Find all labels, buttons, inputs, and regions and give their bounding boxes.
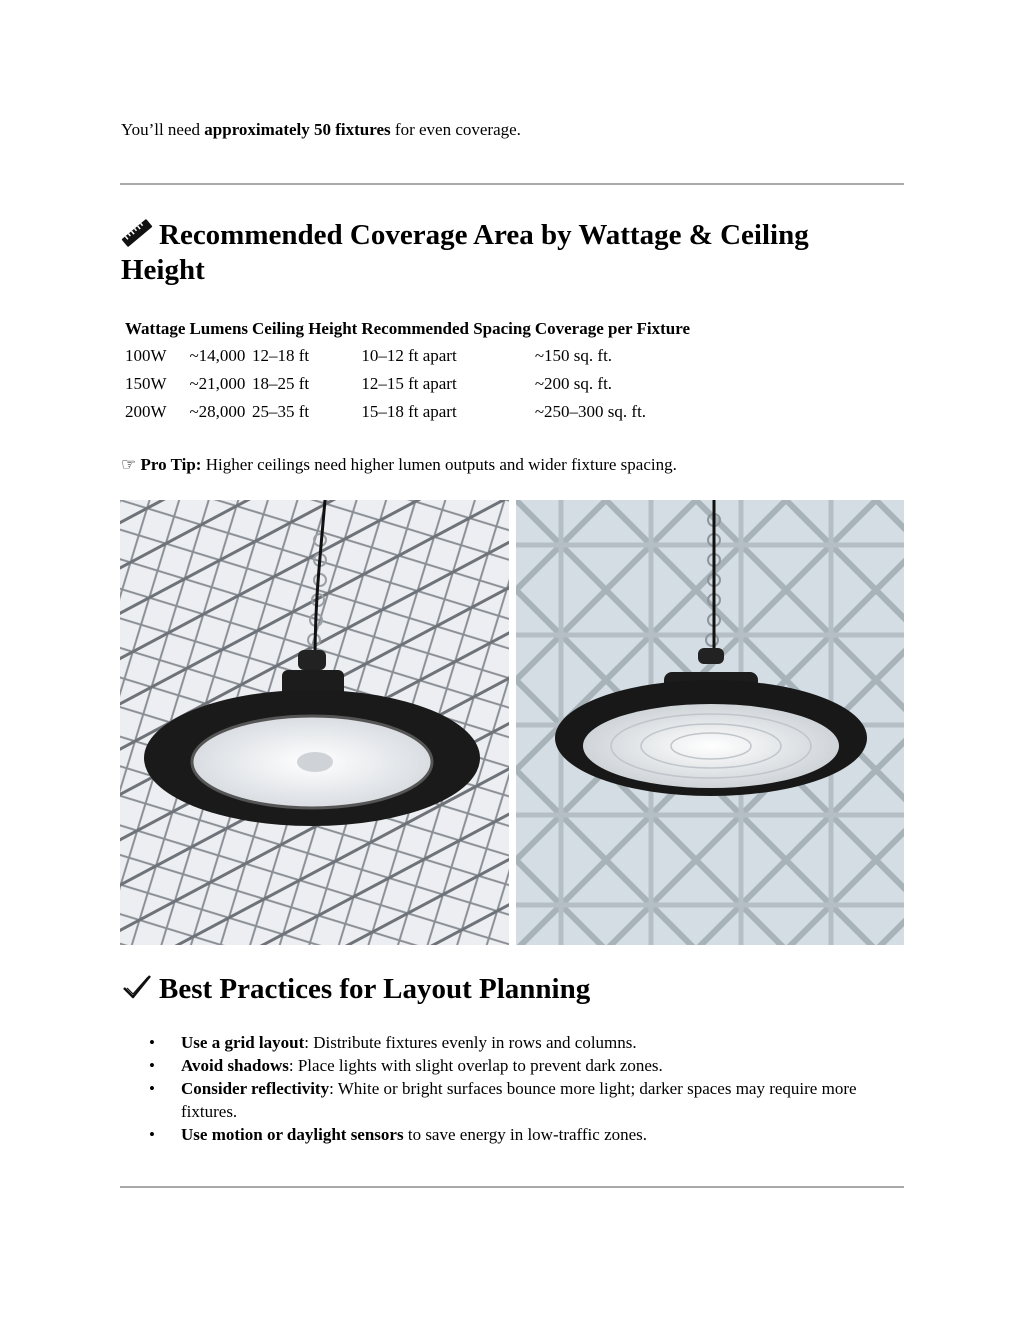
- cell-ceiling-height: 25–35 ft: [252, 402, 310, 421]
- intro-paragraph: [121, 120, 521, 140]
- coverage-table: [121, 315, 694, 427]
- cell-lumens: ~21,000: [189, 374, 246, 393]
- intro-bold: approximately 50 fixtures: [204, 120, 391, 139]
- led-high-bay-light-photo: [516, 500, 904, 945]
- list-item-bold: Use a grid layout: [181, 1033, 305, 1052]
- cell-lumens: ~14,000: [189, 346, 246, 365]
- header-wattage: Wattage: [125, 319, 186, 338]
- header-ceiling-height: Ceiling Height: [252, 319, 358, 338]
- coverage-heading: [121, 218, 881, 288]
- cell-coverage: ~250–300 sq. ft.: [534, 402, 647, 421]
- product-photos: [120, 500, 904, 945]
- table-row: [125, 371, 690, 397]
- header-coverage: Coverage per Fixture: [534, 319, 691, 338]
- ruler-icon: [121, 219, 153, 247]
- table-row: [125, 399, 690, 425]
- pro-tip-label: Pro Tip:: [140, 455, 202, 474]
- header-lumens: Lumens: [189, 319, 249, 338]
- coverage-heading-text: Recommended Coverage Area by Wattage & Ceiling Height: [121, 219, 809, 286]
- list-item-bold: Consider reflectivity: [181, 1079, 330, 1098]
- cell-spacing: 12–15 ft apart: [361, 374, 457, 393]
- cell-wattage: 150W: [125, 374, 167, 393]
- intro-suffix: for even coverage.: [390, 120, 521, 139]
- round-led-high-bay-light-photo: [120, 500, 509, 945]
- list-item-text: : White or bright surfaces bounce more light; darker spaces may require more fixtures.: [181, 1079, 857, 1121]
- table-row: [125, 343, 690, 369]
- cell-spacing: 15–18 ft apart: [361, 402, 457, 421]
- pro-tip: [121, 455, 677, 475]
- cell-spacing: 10–12 ft apart: [361, 346, 457, 365]
- cell-wattage: 100W: [125, 346, 167, 365]
- bullet-icon: •: [149, 1125, 155, 1144]
- cell-ceiling-height: 12–18 ft: [252, 346, 310, 365]
- intro-prefix: You’ll need: [121, 120, 205, 139]
- list-item-bold: Avoid shadows: [181, 1056, 289, 1075]
- table-header-row: [125, 317, 690, 341]
- best-practices-heading: [121, 972, 590, 1007]
- list-item: [149, 1077, 881, 1123]
- list-item-text: : Distribute fixtures evenly in rows and columns.: [304, 1033, 637, 1052]
- horizontal-rule-top: [120, 183, 904, 185]
- pointing-hand-icon: ☞: [121, 455, 137, 474]
- list-item-text: to save energy in low-traffic zones.: [403, 1125, 648, 1144]
- bullet-icon: •: [149, 1033, 155, 1052]
- pro-tip-text: Higher ceilings need higher lumen outputs and wider fixture spacing.: [201, 455, 677, 474]
- best-practices-list: [121, 1031, 881, 1146]
- list-item: [149, 1054, 881, 1077]
- list-item: [149, 1123, 881, 1146]
- header-recommended-spacing: Recommended Spacing: [361, 319, 531, 338]
- list-item: [149, 1031, 881, 1054]
- bullet-icon: •: [149, 1079, 155, 1098]
- cell-wattage: 200W: [125, 402, 167, 421]
- cell-coverage: ~150 sq. ft.: [534, 346, 613, 365]
- bullet-icon: •: [149, 1056, 155, 1075]
- check-mark-icon: [121, 973, 153, 1001]
- cell-lumens: ~28,000: [189, 402, 246, 421]
- list-item-bold: Use motion or daylight sensors: [181, 1125, 404, 1144]
- cell-ceiling-height: 18–25 ft: [252, 374, 310, 393]
- best-practices-heading-text: Best Practices for Layout Planning: [159, 973, 591, 1005]
- list-item-text: : Place lights with slight overlap to prevent dark zones.: [288, 1056, 663, 1075]
- horizontal-rule-bottom: [120, 1186, 904, 1188]
- cell-coverage: ~200 sq. ft.: [534, 374, 613, 393]
